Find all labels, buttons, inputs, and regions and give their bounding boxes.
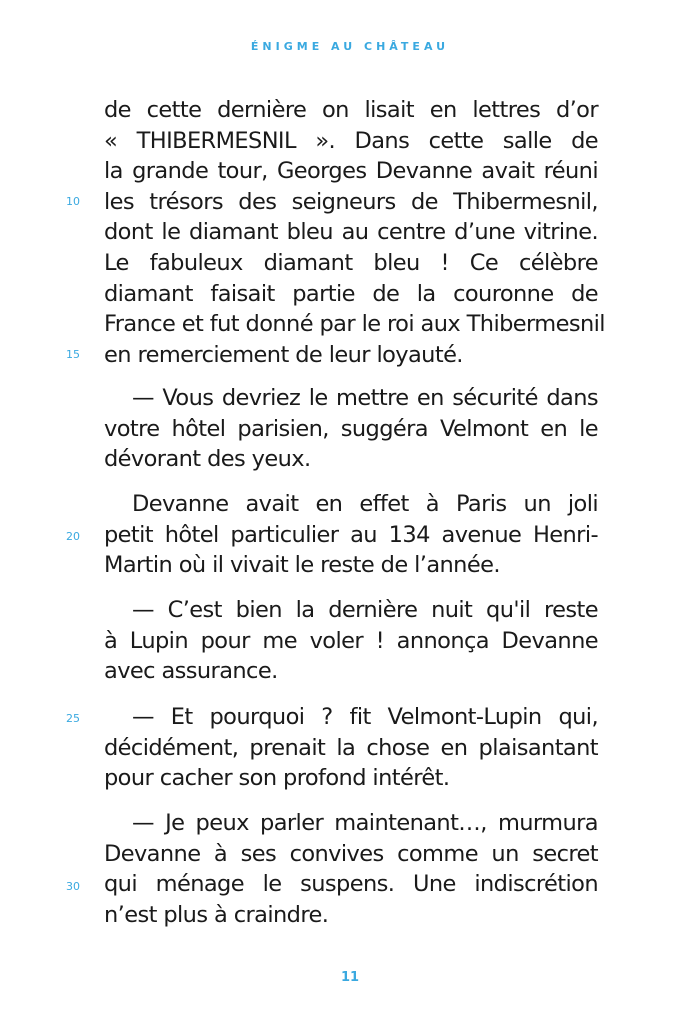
text-line: pour cacher son profond intérêt. bbox=[104, 765, 450, 792]
text-line: dévorant des yeux. bbox=[104, 446, 311, 473]
paragraph bbox=[104, 489, 598, 581]
text-line: Devanne avait en effet à Paris un joli bbox=[132, 491, 598, 517]
text-line: avec assurance. bbox=[104, 658, 278, 685]
running-header: ÉNIGME AU CHÂTEAU bbox=[250, 40, 450, 53]
line-number: 20 bbox=[66, 530, 80, 543]
text-line: décidément, prenait la chose en plaisantant bbox=[104, 734, 598, 761]
text-line: — Et pourquoi ? fit Velmont-Lupin qui, bbox=[132, 704, 598, 730]
text-line: diamant faisait partie de la couronne de bbox=[104, 280, 598, 307]
text-line: n’est plus à craindre. bbox=[104, 901, 329, 928]
text-line: France et fut donné par le roi aux Thibermesnil bbox=[104, 311, 605, 338]
text-line: de cette dernière on lisait en lettres d’or bbox=[104, 97, 598, 123]
paragraph bbox=[104, 595, 598, 687]
paragraph bbox=[104, 95, 605, 370]
line-number: 25 bbox=[66, 712, 80, 725]
text-line: — Je peux parler maintenant…, murmura bbox=[132, 810, 598, 836]
text-line: la grande tour, Georges Devanne avait réuni bbox=[104, 158, 598, 185]
text-line: dont le diamant bleu au centre d’une vitrine. bbox=[104, 219, 598, 246]
text-line: les trésors des seigneurs de Thibermesnil, bbox=[104, 188, 598, 215]
page-number: 11 bbox=[340, 970, 360, 985]
paragraph bbox=[104, 383, 598, 475]
line-number: 10 bbox=[66, 195, 80, 208]
line-number: 15 bbox=[66, 348, 80, 361]
paragraph bbox=[104, 808, 598, 930]
text-line: — Vous devriez le mettre en sécurité dans bbox=[132, 385, 598, 411]
text-line: en remerciement de leur loyauté. bbox=[104, 341, 463, 368]
text-line: Devanne à ses convives comme un secret bbox=[104, 840, 598, 867]
text-line: « THIBERMESNIL ». Dans cette salle de bbox=[104, 127, 598, 154]
text-line: — C’est bien la dernière nuit qu'il reste bbox=[132, 597, 598, 623]
text-line: Le fabuleux diamant bleu ! Ce célèbre bbox=[104, 249, 598, 276]
line-number: 30 bbox=[66, 880, 80, 893]
text-line: petit hôtel particulier au 134 avenue Henri- bbox=[104, 521, 598, 548]
paragraph bbox=[104, 702, 598, 794]
text-line: Martin où il vivait le reste de l’année. bbox=[104, 552, 500, 579]
text-line: à Lupin pour me voler ! annonça Devanne bbox=[104, 627, 598, 654]
text-line: qui ménage le suspens. Une indiscrétion bbox=[104, 871, 598, 898]
text-line: votre hôtel parisien, suggéra Velmont en le bbox=[104, 415, 598, 442]
